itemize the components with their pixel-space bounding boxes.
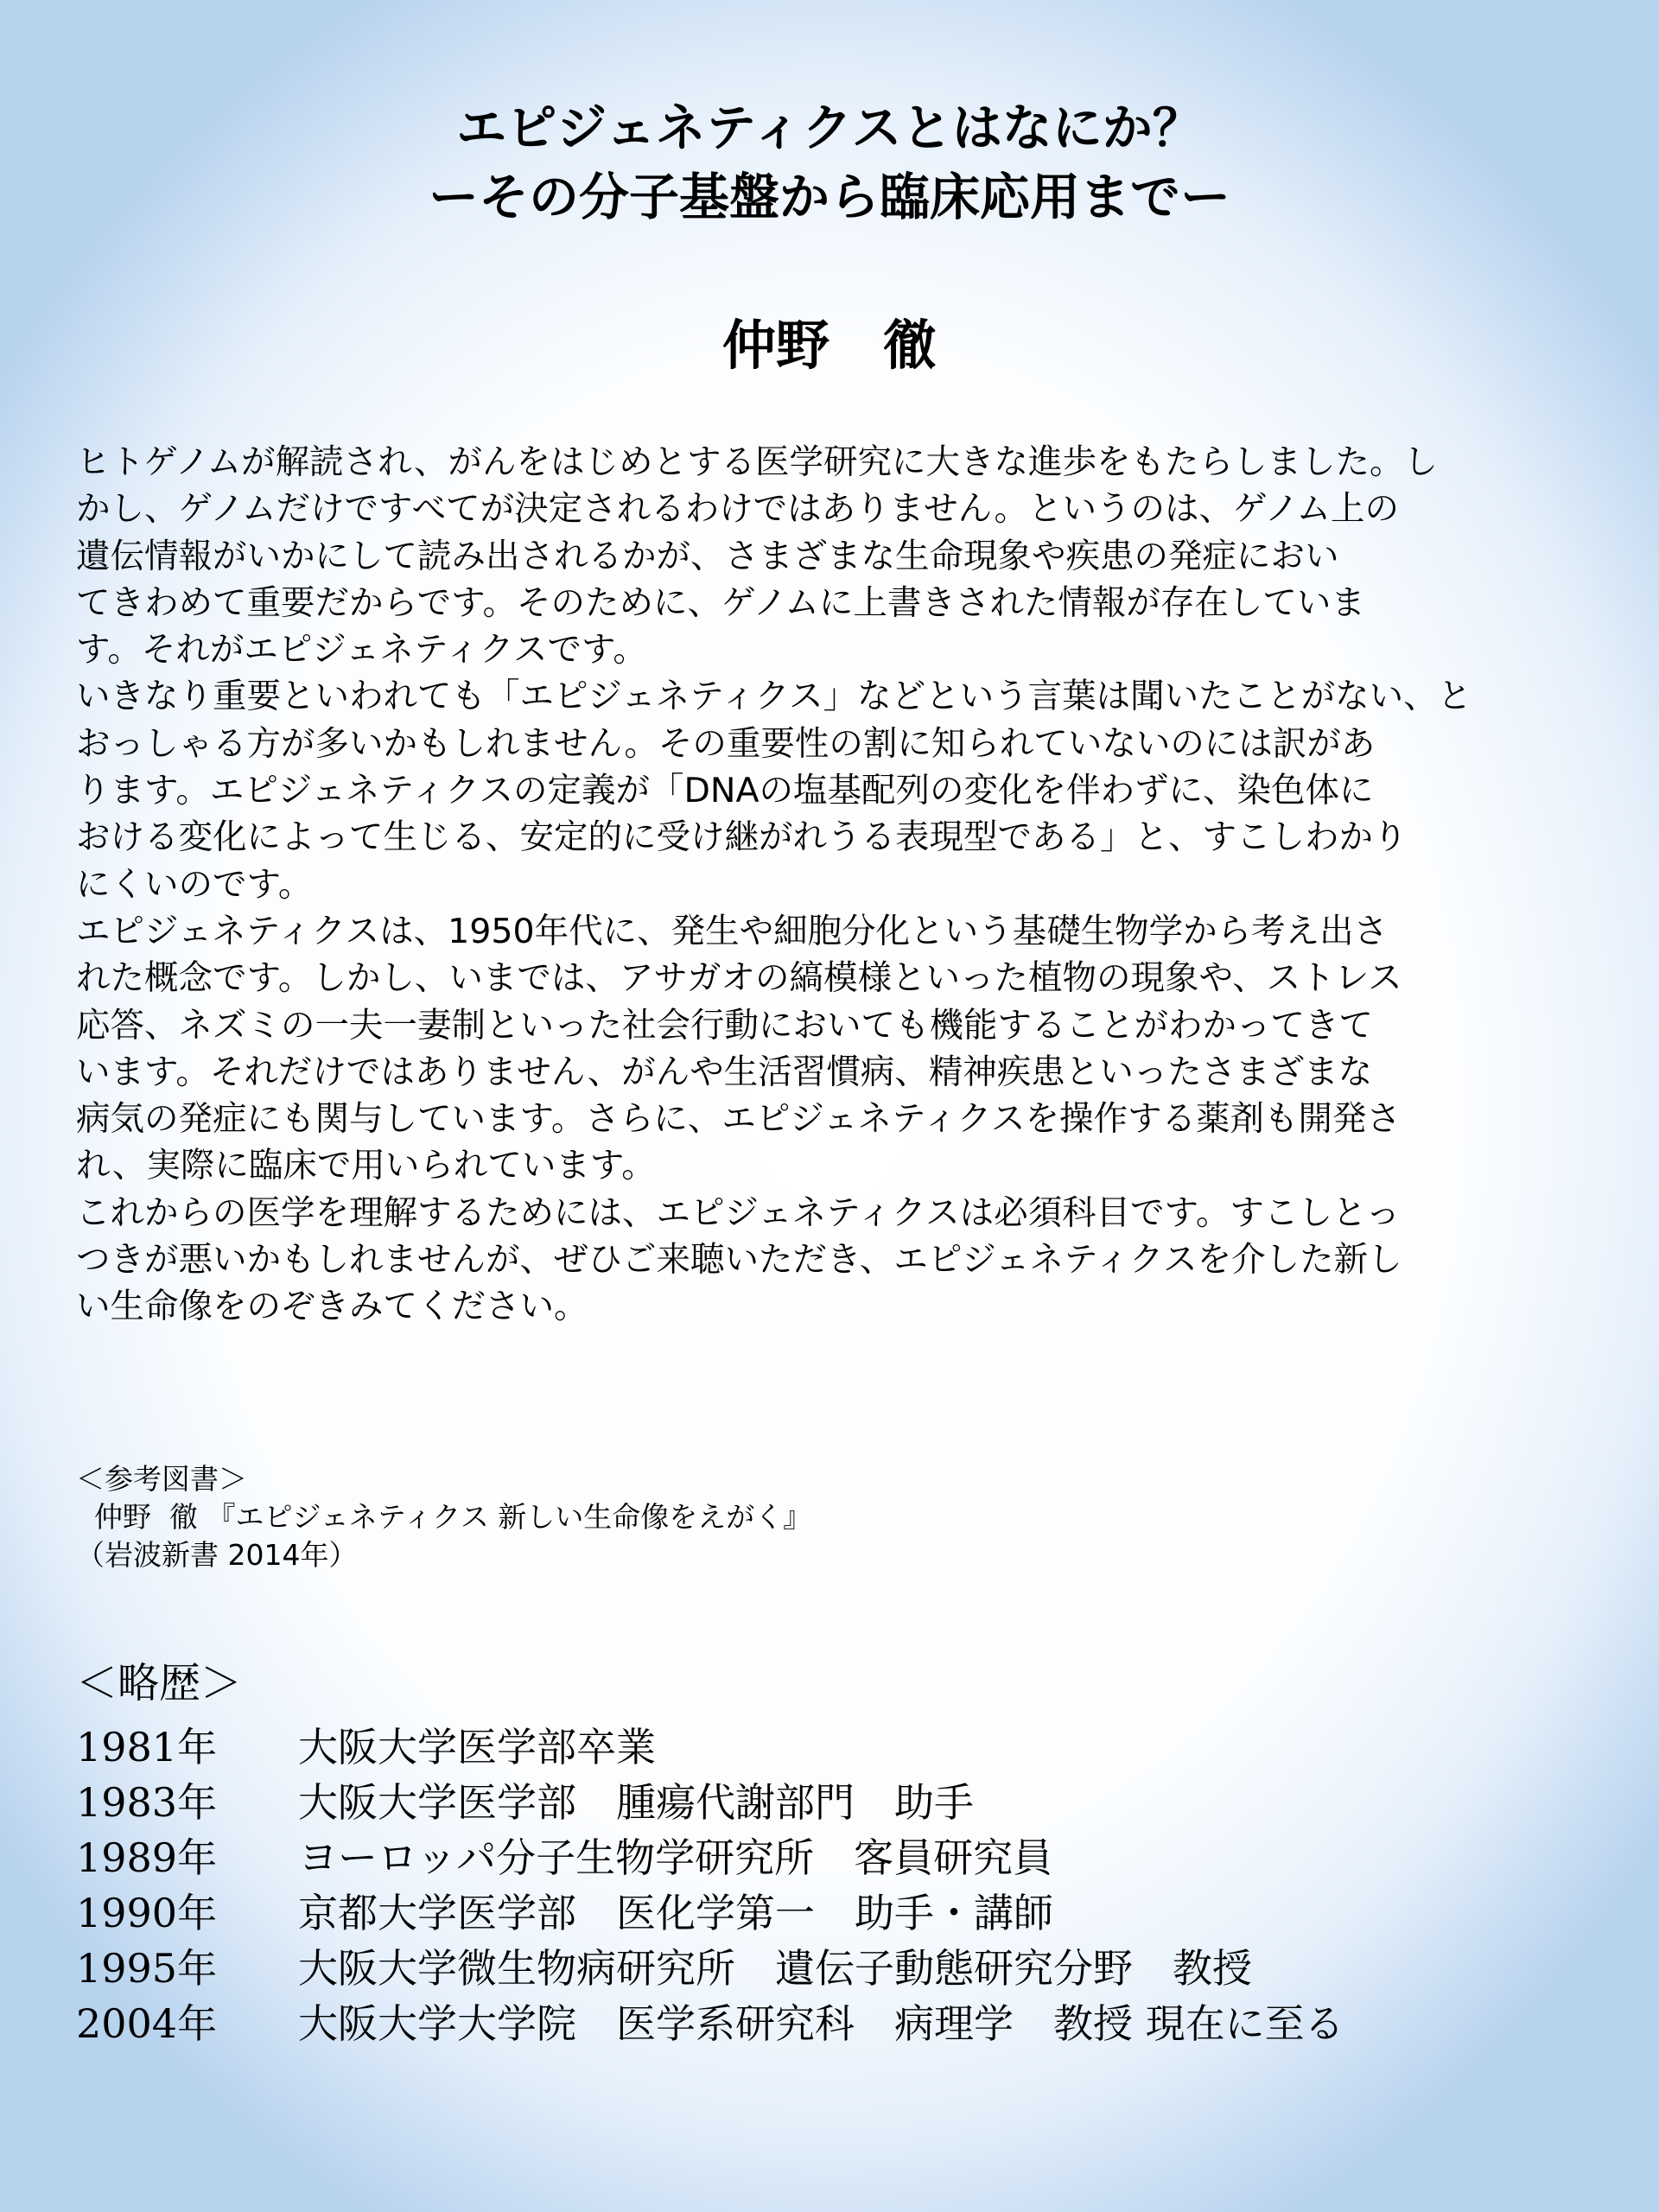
abstract-line: れた概念です。しかし、いまでは、アサガオの縞模様といった植物の現象や、ストレス: [76, 958, 1402, 999]
title-line-2: ーその分子基盤から臨床応用までー: [428, 168, 1230, 226]
abstract-line: 病気の発症にも関与しています。さらに、エピジェネティクスを操作する薬剤も開発さ: [76, 1099, 1401, 1140]
history-year: 1981年: [76, 1724, 218, 1770]
history-row: [76, 1885, 1344, 1941]
abstract-line: います。それだけではありません、がんや生活習慣病、精神疾患といったさまざまな: [76, 1052, 1373, 1092]
abstract-line: ります。エピジェネティクスの定義が「DNAの塩基配列の変化を伴わずに、染色体に: [76, 771, 1374, 811]
abstract-line: つきが悪いかもしれませんが、ぜひご来聴いただき、エピジェネティクスを介した新し: [76, 1240, 1402, 1281]
history-row: [76, 1830, 1344, 1885]
history-list: [76, 1719, 1344, 2051]
history-detail: 大阪大学大学院 医学系研究科 病理学 教授 現在に至る: [298, 2000, 1344, 2047]
history-detail: 大阪大学医学部卒業: [298, 1724, 656, 1770]
history-heading: ＜略歴＞: [76, 1659, 243, 1707]
abstract-line: れ、実際に臨床で用いられています。: [76, 1146, 656, 1186]
references-section: [76, 1460, 811, 1574]
reference-book: 仲野 徹 『エピジェネティクス 新しい生命像をえがく』: [76, 1500, 812, 1534]
history-year: 1990年: [76, 1890, 218, 1936]
abstract-line: 遺伝情報がいかにして読み出されるかが、さまざまな生命現象や疾患の発症におい: [76, 536, 1339, 576]
abstract-line: す。それがエピジェネティクスです。: [76, 630, 647, 671]
abstract-line: いきなり重要といわれても「エピジェネティクス」などという言葉は聞いたことがない、と: [76, 677, 1472, 717]
abstract-line: い生命像をのぞきみてください。: [76, 1287, 588, 1327]
history-row: [76, 1996, 1344, 2051]
history-detail: 京都大学医学部 医化学第一 助手・講師: [298, 1890, 1053, 1936]
history-year: 1983年: [76, 1779, 218, 1826]
title-line-1: エピジェネティクスとはなにか？: [456, 99, 1203, 157]
history-detail: 大阪大学微生物病研究所 遺伝子動態研究分野 教授: [298, 1945, 1252, 1992]
history-row: [76, 1775, 1344, 1830]
history-year: 2004年: [76, 2000, 218, 2047]
history-detail: 大阪大学医学部 腫瘍代謝部門 助手: [298, 1779, 974, 1826]
abstract-line: おっしゃる方が多いかもしれません。その重要性の割に知られていないのには訳があ: [76, 723, 1376, 764]
history-row: [76, 1719, 1344, 1775]
abstract-line: てきわめて重要だからです。そのために、ゲノムに上書きされた情報が存在していま: [76, 582, 1365, 623]
abstract-line: これからの医学を理解するためには、エピジェネティクスは必須科目です。すこしとっ: [76, 1192, 1401, 1233]
references-heading: ＜参考図書＞: [76, 1462, 247, 1496]
history-year: 1989年: [76, 1834, 218, 1881]
abstract-line: 応答、ネズミの一夫一妻制といった社会行動においても機能することがわかってきて: [76, 1005, 1373, 1046]
abstract-line: かし、ゲノムだけですべてが決定されるわけではありません。というのは、ゲノム上の: [76, 489, 1400, 530]
abstract-line: おける変化によって生じる、安定的に受け継がれうる表現型である」と、すこしわかり: [76, 817, 1408, 858]
history-year: 1995年: [76, 1945, 218, 1992]
history-row: [76, 1941, 1344, 1996]
abstract-line: エピジェネティクスは、1950年代に、発生や細胞分化という基礎生物学から考え出さ: [76, 911, 1389, 951]
abstract-body: [76, 439, 1631, 1331]
history-detail: ヨーロッパ分子生物学研究所 客員研究員: [298, 1834, 1053, 1881]
reference-publisher: （岩波新書 2014年）: [76, 1538, 358, 1572]
abstract-line: ヒトゲノムが解読され、がんをはじめとする医学研究に大きな進歩をもたらしました。し: [76, 442, 1439, 482]
abstract-line: にくいのです。: [76, 864, 313, 905]
author-name: 仲野 徹: [721, 314, 937, 377]
